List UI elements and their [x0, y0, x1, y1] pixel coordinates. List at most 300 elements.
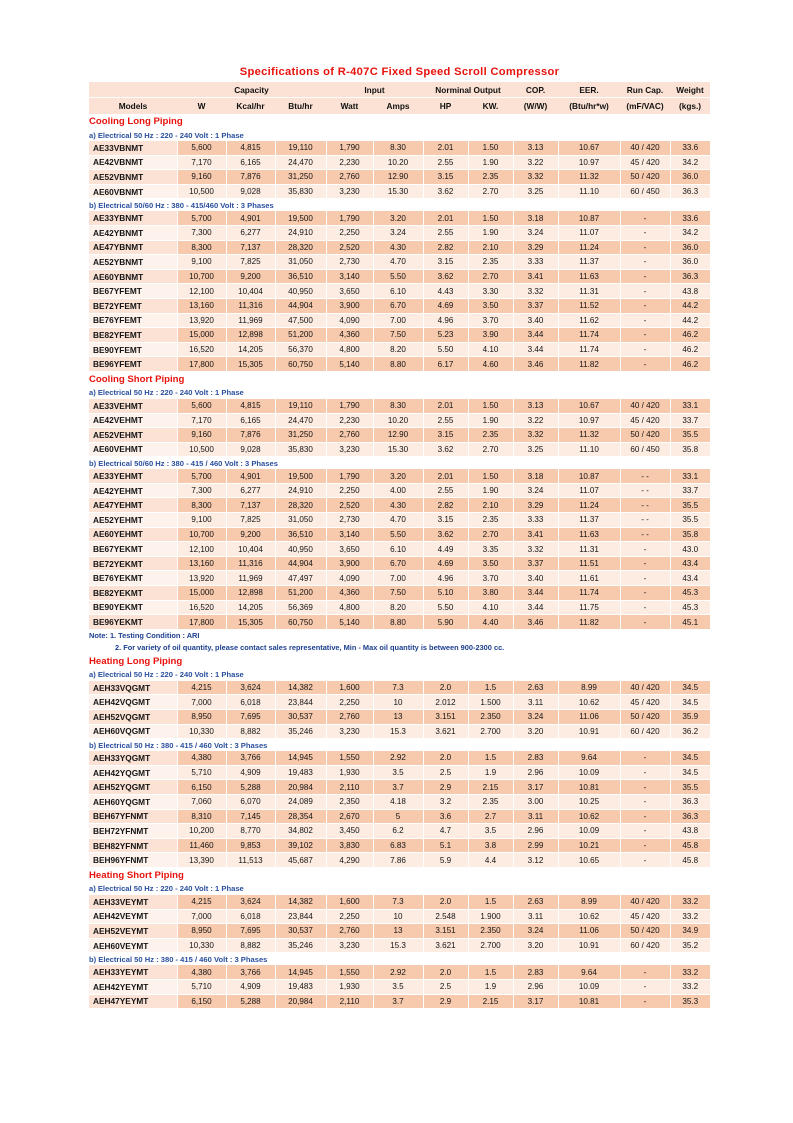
cell-HP: 6.17	[423, 357, 468, 372]
header-watt: Watt	[326, 98, 373, 115]
cell-Kcal/hr: 14,205	[226, 342, 275, 357]
cell-Watt: 2,730	[326, 255, 373, 270]
table-row	[89, 469, 710, 483]
cell-Kcal/hr: 8,882	[226, 724, 275, 739]
cell-HP: 4.96	[423, 571, 468, 586]
cell-Btu/hr: 31,050	[275, 513, 326, 528]
cell-model: AEH42VEYMT	[89, 909, 177, 924]
cell-(Btu/hr*w): 10.25	[558, 794, 620, 809]
cell-Kcal/hr: 6,165	[226, 155, 275, 170]
cell-(W/W): 2.83	[513, 751, 558, 765]
cell-W: 11,460	[177, 838, 226, 853]
cell-(Btu/hr*w): 10.21	[558, 838, 620, 853]
cell-W: 15,000	[177, 586, 226, 601]
cell-W: 7,060	[177, 794, 226, 809]
cell-Kcal/hr: 7,876	[226, 428, 275, 443]
cell-KW.: 2.7	[468, 809, 513, 824]
cell-(kgs.): 45.3	[670, 600, 710, 615]
cell-Amps: 3.7	[373, 994, 423, 1009]
cell-Kcal/hr: 12,898	[226, 586, 275, 601]
cell-Watt: 2,110	[326, 780, 373, 795]
cell-model: AEH33VEYMT	[89, 895, 177, 909]
cell-(mF/VAC): -	[620, 571, 670, 586]
cell-(W/W): 3.17	[513, 994, 558, 1009]
header-unit-row	[89, 98, 710, 115]
cell-Kcal/hr: 4,815	[226, 399, 275, 413]
cell-(mF/VAC): -	[620, 838, 670, 853]
cell-(Btu/hr*w): 10.81	[558, 994, 620, 1009]
cell-(W/W): 2.99	[513, 838, 558, 853]
cell-(mF/VAC): 45 / 420	[620, 413, 670, 428]
cell-Btu/hr: 24,470	[275, 155, 326, 170]
cell-Kcal/hr: 4,815	[226, 141, 275, 155]
cell-W: 9,160	[177, 170, 226, 185]
cell-Amps: 15.3	[373, 938, 423, 953]
cell-Kcal/hr: 6,018	[226, 909, 275, 924]
cell-Watt: 2,520	[326, 240, 373, 255]
table-row	[89, 809, 710, 824]
cell-HP: 5.23	[423, 328, 468, 343]
cell-Watt: 3,450	[326, 824, 373, 839]
cell-W: 9,100	[177, 255, 226, 270]
cell-Btu/hr: 60,750	[275, 357, 326, 372]
cell-(Btu/hr*w): 11.62	[558, 313, 620, 328]
cell-HP: 5.50	[423, 600, 468, 615]
cell-KW.: 4.40	[468, 615, 513, 630]
cell-model: AE52VEHMT	[89, 428, 177, 443]
cell-W: 8,310	[177, 809, 226, 824]
table-row	[89, 924, 710, 939]
cell-(mF/VAC): -	[620, 255, 670, 270]
cell-Watt: 2,760	[326, 924, 373, 939]
cell-W: 12,100	[177, 542, 226, 557]
section-title: Heating Long Piping	[89, 654, 710, 669]
header-eer-unit: (Btu/hr*w)	[558, 98, 620, 115]
cell-Kcal/hr: 4,909	[226, 765, 275, 780]
cell-Watt: 1,790	[326, 141, 373, 155]
header-amps: Amps	[373, 98, 423, 115]
cell-(kgs.): 36.3	[670, 794, 710, 809]
cell-HP: 3.6	[423, 809, 468, 824]
cell-Watt: 2,250	[326, 483, 373, 498]
table-row	[89, 838, 710, 853]
cell-Watt: 1,790	[326, 211, 373, 225]
cell-Amps: 4.00	[373, 483, 423, 498]
cell-Watt: 4,360	[326, 586, 373, 601]
cell-HP: 3.151	[423, 924, 468, 939]
table-row	[89, 824, 710, 839]
cell-(Btu/hr*w): 11.06	[558, 710, 620, 725]
table-row	[89, 399, 710, 413]
cell-KW.: 3.50	[468, 556, 513, 571]
table-row	[89, 994, 710, 1009]
cell-Btu/hr: 24,910	[275, 483, 326, 498]
cell-Amps: 10.20	[373, 413, 423, 428]
cell-(Btu/hr*w): 10.91	[558, 724, 620, 739]
cell-Btu/hr: 35,830	[275, 442, 326, 457]
cell-(Btu/hr*w): 8.99	[558, 681, 620, 695]
subsection-label: a) Electrical 50 Hz : 220 - 240 Volt : 1 Phase	[89, 883, 710, 895]
cell-Amps: 4.18	[373, 794, 423, 809]
cell-model: AE33VEHMT	[89, 399, 177, 413]
cell-(W/W): 3.29	[513, 498, 558, 513]
cell-(kgs.): 35.5	[670, 513, 710, 528]
table-row	[89, 141, 710, 155]
cell-Btu/hr: 51,200	[275, 328, 326, 343]
cell-Kcal/hr: 15,305	[226, 357, 275, 372]
cell-Kcal/hr: 8,770	[226, 824, 275, 839]
header-blank-models	[89, 82, 177, 98]
cell-Watt: 1,550	[326, 751, 373, 765]
cell-KW.: 1.900	[468, 909, 513, 924]
cell-(kgs.): 43.8	[670, 824, 710, 839]
cell-Watt: 2,230	[326, 155, 373, 170]
cell-W: 8,950	[177, 710, 226, 725]
header-group-eer: EER.	[558, 82, 620, 98]
cell-Watt: 2,250	[326, 909, 373, 924]
subsection-label: b) Electrical 50 Hz : 380 - 415 / 460 Volt : 3 Phases	[89, 953, 710, 966]
cell-KW.: 2.350	[468, 710, 513, 725]
cell-model: AEH47YEYMT	[89, 994, 177, 1009]
cell-model: BE76YEKMT	[89, 571, 177, 586]
cell-(mF/VAC): -	[620, 240, 670, 255]
cell-(kgs.): 33.6	[670, 141, 710, 155]
cell-(W/W): 2.63	[513, 895, 558, 909]
cell-(Btu/hr*w): 10.62	[558, 809, 620, 824]
cell-Amps: 6.70	[373, 298, 423, 313]
cell-Btu/hr: 45,687	[275, 853, 326, 868]
cell-(mF/VAC): 60 / 450	[620, 442, 670, 457]
cell-Btu/hr: 24,910	[275, 225, 326, 240]
cell-(Btu/hr*w): 11.24	[558, 240, 620, 255]
cell-(kgs.): 45.8	[670, 838, 710, 853]
cell-HP: 2.0	[423, 681, 468, 695]
cell-(kgs.): 45.8	[670, 853, 710, 868]
cell-(kgs.): 36.3	[670, 269, 710, 284]
cell-(kgs.): 34.5	[670, 765, 710, 780]
cell-model: BE72YFEMT	[89, 298, 177, 313]
cell-(mF/VAC): -	[620, 765, 670, 780]
cell-(kgs.): 36.0	[670, 170, 710, 185]
cell-model: AE42YBNMT	[89, 225, 177, 240]
cell-Watt: 3,900	[326, 556, 373, 571]
cell-(Btu/hr*w): 10.62	[558, 695, 620, 710]
cell-model: BEH72YFNMT	[89, 824, 177, 839]
cell-(kgs.): 35.9	[670, 710, 710, 725]
note-line-row	[89, 642, 710, 654]
cell-Amps: 8.20	[373, 342, 423, 357]
cell-KW.: 2.35	[468, 170, 513, 185]
cell-Btu/hr: 51,200	[275, 586, 326, 601]
cell-model: AE60YEHMT	[89, 527, 177, 542]
table-row	[89, 357, 710, 372]
table-row	[89, 600, 710, 615]
cell-Watt: 2,110	[326, 994, 373, 1009]
cell-HP: 3.15	[423, 513, 468, 528]
cell-Kcal/hr: 11,969	[226, 313, 275, 328]
cell-Btu/hr: 44,904	[275, 556, 326, 571]
cell-model: BE90YFEMT	[89, 342, 177, 357]
cell-(W/W): 3.40	[513, 571, 558, 586]
cell-KW.: 1.50	[468, 141, 513, 155]
cell-(kgs.): 35.5	[670, 428, 710, 443]
cell-(mF/VAC): -	[620, 994, 670, 1009]
cell-HP: 5.9	[423, 853, 468, 868]
cell-(kgs.): 45.1	[670, 615, 710, 630]
note-line: 2. For variety of oil quantity, please contact sales representative, Min - Max oil quantity is between 900-2300 cc.	[89, 642, 710, 654]
cell-Btu/hr: 19,483	[275, 979, 326, 994]
cell-HP: 3.2	[423, 794, 468, 809]
cell-KW.: 2.10	[468, 240, 513, 255]
cell-(kgs.): 33.1	[670, 469, 710, 483]
cell-Btu/hr: 23,844	[275, 695, 326, 710]
cell-(kgs.): 35.5	[670, 780, 710, 795]
cell-Btu/hr: 36,510	[275, 269, 326, 284]
cell-Amps: 7.00	[373, 571, 423, 586]
cell-(kgs.): 43.8	[670, 284, 710, 299]
cell-(Btu/hr*w): 11.10	[558, 442, 620, 457]
cell-(mF/VAC): -	[620, 586, 670, 601]
cell-Kcal/hr: 6,165	[226, 413, 275, 428]
cell-(Btu/hr*w): 10.09	[558, 979, 620, 994]
cell-HP: 3.62	[423, 184, 468, 199]
cell-KW.: 2.70	[468, 442, 513, 457]
table-row	[89, 155, 710, 170]
cell-KW.: 2.35	[468, 428, 513, 443]
cell-(mF/VAC): 40 / 420	[620, 681, 670, 695]
cell-(W/W): 3.40	[513, 313, 558, 328]
cell-Btu/hr: 31,250	[275, 170, 326, 185]
cell-(mF/VAC): -	[620, 965, 670, 979]
cell-W: 8,300	[177, 240, 226, 255]
cell-KW.: 1.90	[468, 413, 513, 428]
cell-Watt: 2,250	[326, 695, 373, 710]
cell-KW.: 4.10	[468, 600, 513, 615]
cell-model: AEH33YEYMT	[89, 965, 177, 979]
cell-(mF/VAC): 60 / 450	[620, 184, 670, 199]
cell-Kcal/hr: 9,853	[226, 838, 275, 853]
section-title: Cooling Long Piping	[89, 114, 710, 129]
cell-W: 13,390	[177, 853, 226, 868]
cell-W: 12,100	[177, 284, 226, 299]
cell-(W/W): 3.32	[513, 170, 558, 185]
table-row	[89, 442, 710, 457]
cell-Amps: 4.30	[373, 240, 423, 255]
cell-Kcal/hr: 3,624	[226, 895, 275, 909]
cell-(W/W): 3.25	[513, 442, 558, 457]
cell-model: AEH33YQGMT	[89, 751, 177, 765]
cell-Kcal/hr: 7,825	[226, 255, 275, 270]
cell-(mF/VAC): 60 / 420	[620, 724, 670, 739]
cell-W: 8,300	[177, 498, 226, 513]
cell-Watt: 4,800	[326, 342, 373, 357]
cell-HP: 2.0	[423, 895, 468, 909]
cell-Kcal/hr: 9,200	[226, 527, 275, 542]
cell-Btu/hr: 24,089	[275, 794, 326, 809]
cell-(W/W): 3.13	[513, 399, 558, 413]
specifications-table	[89, 82, 710, 1009]
cell-KW.: 2.35	[468, 794, 513, 809]
cell-(Btu/hr*w): 11.74	[558, 586, 620, 601]
header-btu-hr: Btu/hr	[275, 98, 326, 115]
cell-KW.: 2.70	[468, 269, 513, 284]
cell-(Btu/hr*w): 11.82	[558, 615, 620, 630]
cell-W: 10,700	[177, 527, 226, 542]
cell-(kgs.): 36.0	[670, 240, 710, 255]
cell-(Btu/hr*w): 10.91	[558, 938, 620, 953]
cell-HP: 3.15	[423, 428, 468, 443]
cell-KW.: 1.90	[468, 155, 513, 170]
subsection-label-row	[89, 953, 710, 966]
cell-Btu/hr: 19,110	[275, 399, 326, 413]
cell-HP: 3.151	[423, 710, 468, 725]
cell-W: 10,330	[177, 938, 226, 953]
cell-model: AEH60VQGMT	[89, 724, 177, 739]
cell-W: 10,200	[177, 824, 226, 839]
cell-(Btu/hr*w): 10.97	[558, 413, 620, 428]
cell-W: 9,160	[177, 428, 226, 443]
cell-(mF/VAC): -	[620, 979, 670, 994]
cell-(Btu/hr*w): 11.74	[558, 342, 620, 357]
table-row	[89, 556, 710, 571]
cell-(W/W): 3.44	[513, 586, 558, 601]
cell-Amps: 8.20	[373, 600, 423, 615]
cell-HP: 2.55	[423, 413, 468, 428]
cell-(Btu/hr*w): 11.75	[558, 600, 620, 615]
cell-model: BE82YFEMT	[89, 328, 177, 343]
subsection-label-row	[89, 883, 710, 895]
cell-(kgs.): 33.1	[670, 399, 710, 413]
cell-W: 10,500	[177, 442, 226, 457]
cell-HP: 4.69	[423, 556, 468, 571]
cell-Kcal/hr: 3,766	[226, 965, 275, 979]
cell-model: AE52YBNMT	[89, 255, 177, 270]
cell-(Btu/hr*w): 11.63	[558, 527, 620, 542]
cell-Kcal/hr: 11,316	[226, 298, 275, 313]
cell-(mF/VAC): -	[620, 284, 670, 299]
table-row	[89, 498, 710, 513]
table-row	[89, 938, 710, 953]
cell-KW.: 2.700	[468, 724, 513, 739]
cell-W: 10,700	[177, 269, 226, 284]
cell-Watt: 1,930	[326, 765, 373, 780]
subsection-label: b) Electrical 50 Hz : 380 - 415 / 460 Volt : 3 Phases	[89, 739, 710, 752]
cell-Btu/hr: 20,984	[275, 780, 326, 795]
cell-(mF/VAC): -	[620, 615, 670, 630]
cell-(Btu/hr*w): 11.24	[558, 498, 620, 513]
cell-model: BE90YEKMT	[89, 600, 177, 615]
cell-model: AEH33VQGMT	[89, 681, 177, 695]
cell-Watt: 3,230	[326, 938, 373, 953]
table-row	[89, 284, 710, 299]
cell-HP: 2.01	[423, 211, 468, 225]
cell-KW.: 2.35	[468, 513, 513, 528]
cell-(W/W): 3.24	[513, 225, 558, 240]
cell-Watt: 1,790	[326, 469, 373, 483]
cell-(mF/VAC): 45 / 420	[620, 155, 670, 170]
cell-(W/W): 3.44	[513, 342, 558, 357]
cell-(mF/VAC): - -	[620, 498, 670, 513]
cell-(Btu/hr*w): 11.74	[558, 328, 620, 343]
cell-(mF/VAC): -	[620, 342, 670, 357]
cell-(kgs.): 45.3	[670, 586, 710, 601]
cell-Kcal/hr: 11,316	[226, 556, 275, 571]
cell-HP: 2.9	[423, 994, 468, 1009]
table-row	[89, 751, 710, 765]
cell-(kgs.): 34.5	[670, 681, 710, 695]
cell-model: AE60VEHMT	[89, 442, 177, 457]
cell-(W/W): 3.46	[513, 357, 558, 372]
cell-Amps: 10	[373, 695, 423, 710]
cell-KW.: 3.35	[468, 542, 513, 557]
cell-Watt: 4,290	[326, 853, 373, 868]
cell-Kcal/hr: 7,137	[226, 498, 275, 513]
cell-Kcal/hr: 9,200	[226, 269, 275, 284]
cell-(W/W): 2.63	[513, 681, 558, 695]
table-row	[89, 909, 710, 924]
cell-HP: 2.55	[423, 225, 468, 240]
cell-Kcal/hr: 4,901	[226, 469, 275, 483]
cell-(mF/VAC): -	[620, 794, 670, 809]
cell-W: 5,710	[177, 765, 226, 780]
cell-HP: 3.15	[423, 170, 468, 185]
cell-(W/W): 3.44	[513, 328, 558, 343]
cell-W: 7,000	[177, 909, 226, 924]
cell-W: 6,150	[177, 780, 226, 795]
cell-Watt: 1,600	[326, 681, 373, 695]
cell-(kgs.): 34.5	[670, 751, 710, 765]
subsection-label-row	[89, 669, 710, 681]
cell-model: AEH52YQGMT	[89, 780, 177, 795]
cell-KW.: 2.15	[468, 780, 513, 795]
cell-Kcal/hr: 7,695	[226, 924, 275, 939]
cell-Btu/hr: 35,246	[275, 724, 326, 739]
cell-Amps: 7.50	[373, 586, 423, 601]
cell-Amps: 7.00	[373, 313, 423, 328]
cell-(mF/VAC): 45 / 420	[620, 695, 670, 710]
cell-W: 5,600	[177, 141, 226, 155]
header-w: W	[177, 98, 226, 115]
cell-Kcal/hr: 5,288	[226, 780, 275, 795]
cell-KW.: 1.50	[468, 469, 513, 483]
cell-(Btu/hr*w): 11.37	[558, 513, 620, 528]
cell-KW.: 1.5	[468, 751, 513, 765]
cell-(mF/VAC): 40 / 420	[620, 141, 670, 155]
header-run-cap-unit: (mF/VAC)	[620, 98, 670, 115]
cell-model: AE52VBNMT	[89, 170, 177, 185]
cell-KW.: 4.4	[468, 853, 513, 868]
cell-HP: 5.90	[423, 615, 468, 630]
table-row	[89, 965, 710, 979]
cell-Btu/hr: 19,483	[275, 765, 326, 780]
cell-model: AE47YEHMT	[89, 498, 177, 513]
cell-Watt: 2,520	[326, 498, 373, 513]
cell-(W/W): 3.33	[513, 255, 558, 270]
cell-(Btu/hr*w): 10.65	[558, 853, 620, 868]
cell-Watt: 3,140	[326, 269, 373, 284]
cell-(kgs.): 46.2	[670, 328, 710, 343]
cell-(W/W): 3.41	[513, 269, 558, 284]
cell-(Btu/hr*w): 9.64	[558, 965, 620, 979]
cell-Btu/hr: 14,945	[275, 965, 326, 979]
cell-(kgs.): 35.8	[670, 527, 710, 542]
cell-Amps: 6.83	[373, 838, 423, 853]
cell-(Btu/hr*w): 11.32	[558, 428, 620, 443]
cell-Btu/hr: 24,470	[275, 413, 326, 428]
cell-Kcal/hr: 7,137	[226, 240, 275, 255]
table-row	[89, 428, 710, 443]
header-group-row	[89, 82, 710, 98]
